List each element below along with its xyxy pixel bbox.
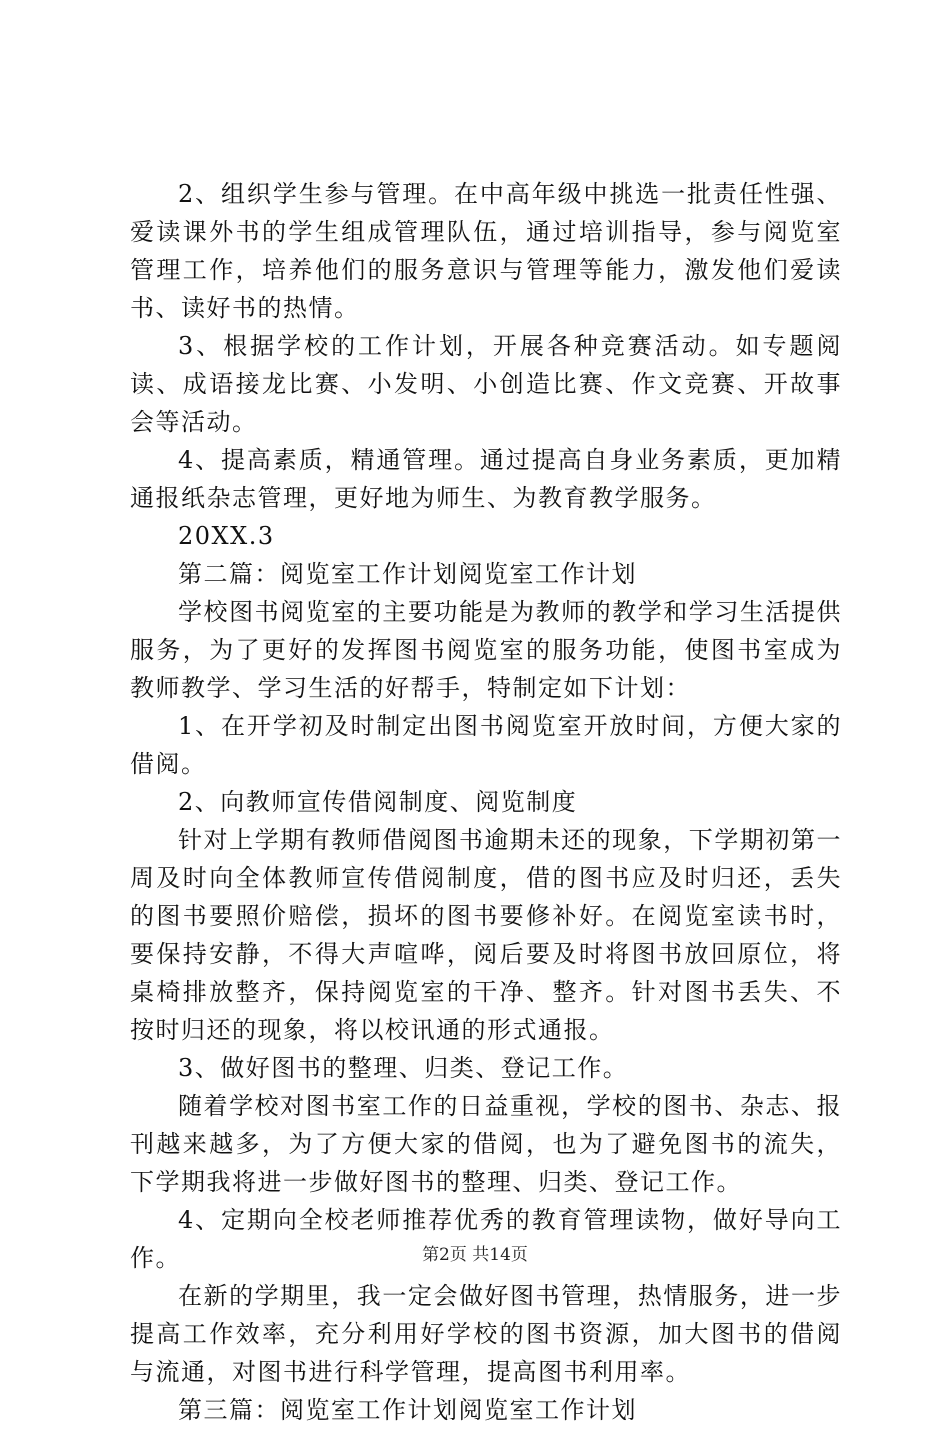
paragraph: 2、向教师宣传借阅制度、阅览制度 xyxy=(178,788,578,816)
section-heading: 第二篇：阅览室工作计划阅览室工作计划 xyxy=(178,560,637,588)
page-number-footer: 第2页 共14页 xyxy=(422,1245,528,1265)
date-line: 20XX.3 xyxy=(178,522,275,550)
paragraph: 4、定期向全校老师推荐优秀的教育管理读物，做好导向工作。 xyxy=(130,1206,842,1272)
paragraph: 4、提高素质，精通管理。通过提高自身业务素质，更加精通报纸杂志管理，更好地为师生、为教育教学服务。 xyxy=(130,446,842,512)
paragraph: 2、组织学生参与管理。在中高年级中挑选一批责任性强、爱读课外书的学生组成管理队伍，通过培训指导，参与阅览室管理工作，培养他们的服务意识与管理等能力，激发他们爱读书、读好书的热情。 xyxy=(130,180,842,322)
document-body xyxy=(130,175,842,1429)
paragraph: 3、根据学校的工作计划，开展各种竞赛活动。如专题阅读、成语接龙比赛、小发明、小创造比赛、作文竞赛、开故事会等活动。 xyxy=(130,332,842,436)
paragraph: 3、做好图书的整理、归类、登记工作。 xyxy=(178,1054,629,1082)
section-heading: 第三篇：阅览室工作计划阅览室工作计划 xyxy=(178,1396,637,1424)
paragraph: 1、在开学初及时制定出图书阅览室开放时间，方便大家的借阅。 xyxy=(130,712,842,778)
paragraph: 学校图书阅览室的主要功能是为教师的教学和学习生活提供服务，为了更好的发挥图书阅览室的服务功能，使图书室成为教师教学、学习生活的好帮手，特制定如下计划： xyxy=(130,598,842,702)
paragraph: 在新的学期里，我一定会做好图书管理，热情服务，进一步提高工作效率，充分利用好学校的图书资源，加大图书的借阅与流通，对图书进行科学管理，提高图书利用率。 xyxy=(130,1282,842,1386)
paragraph: 随着学校对图书室工作的日益重视，学校的图书、杂志、报刊越来越多，为了方便大家的借阅，也为了避免图书的流失，下学期我将进一步做好图书的整理、归类、登记工作。 xyxy=(130,1092,842,1196)
paragraph: 针对上学期有教师借阅图书逾期未还的现象，下学期初第一周及时向全体教师宣传借阅制度，借的图书应及时归还，丢失的图书要照价赔偿，损坏的图书要修补好。在阅览室读书时，要保持安静，不得大声喧哗，阅后要及时将图书放回原位，将桌椅排放整齐，保持阅览室的干净、整齐。针对图书丢失、不按时归还的现象，将以校讯通的形式通报。 xyxy=(130,826,842,1044)
